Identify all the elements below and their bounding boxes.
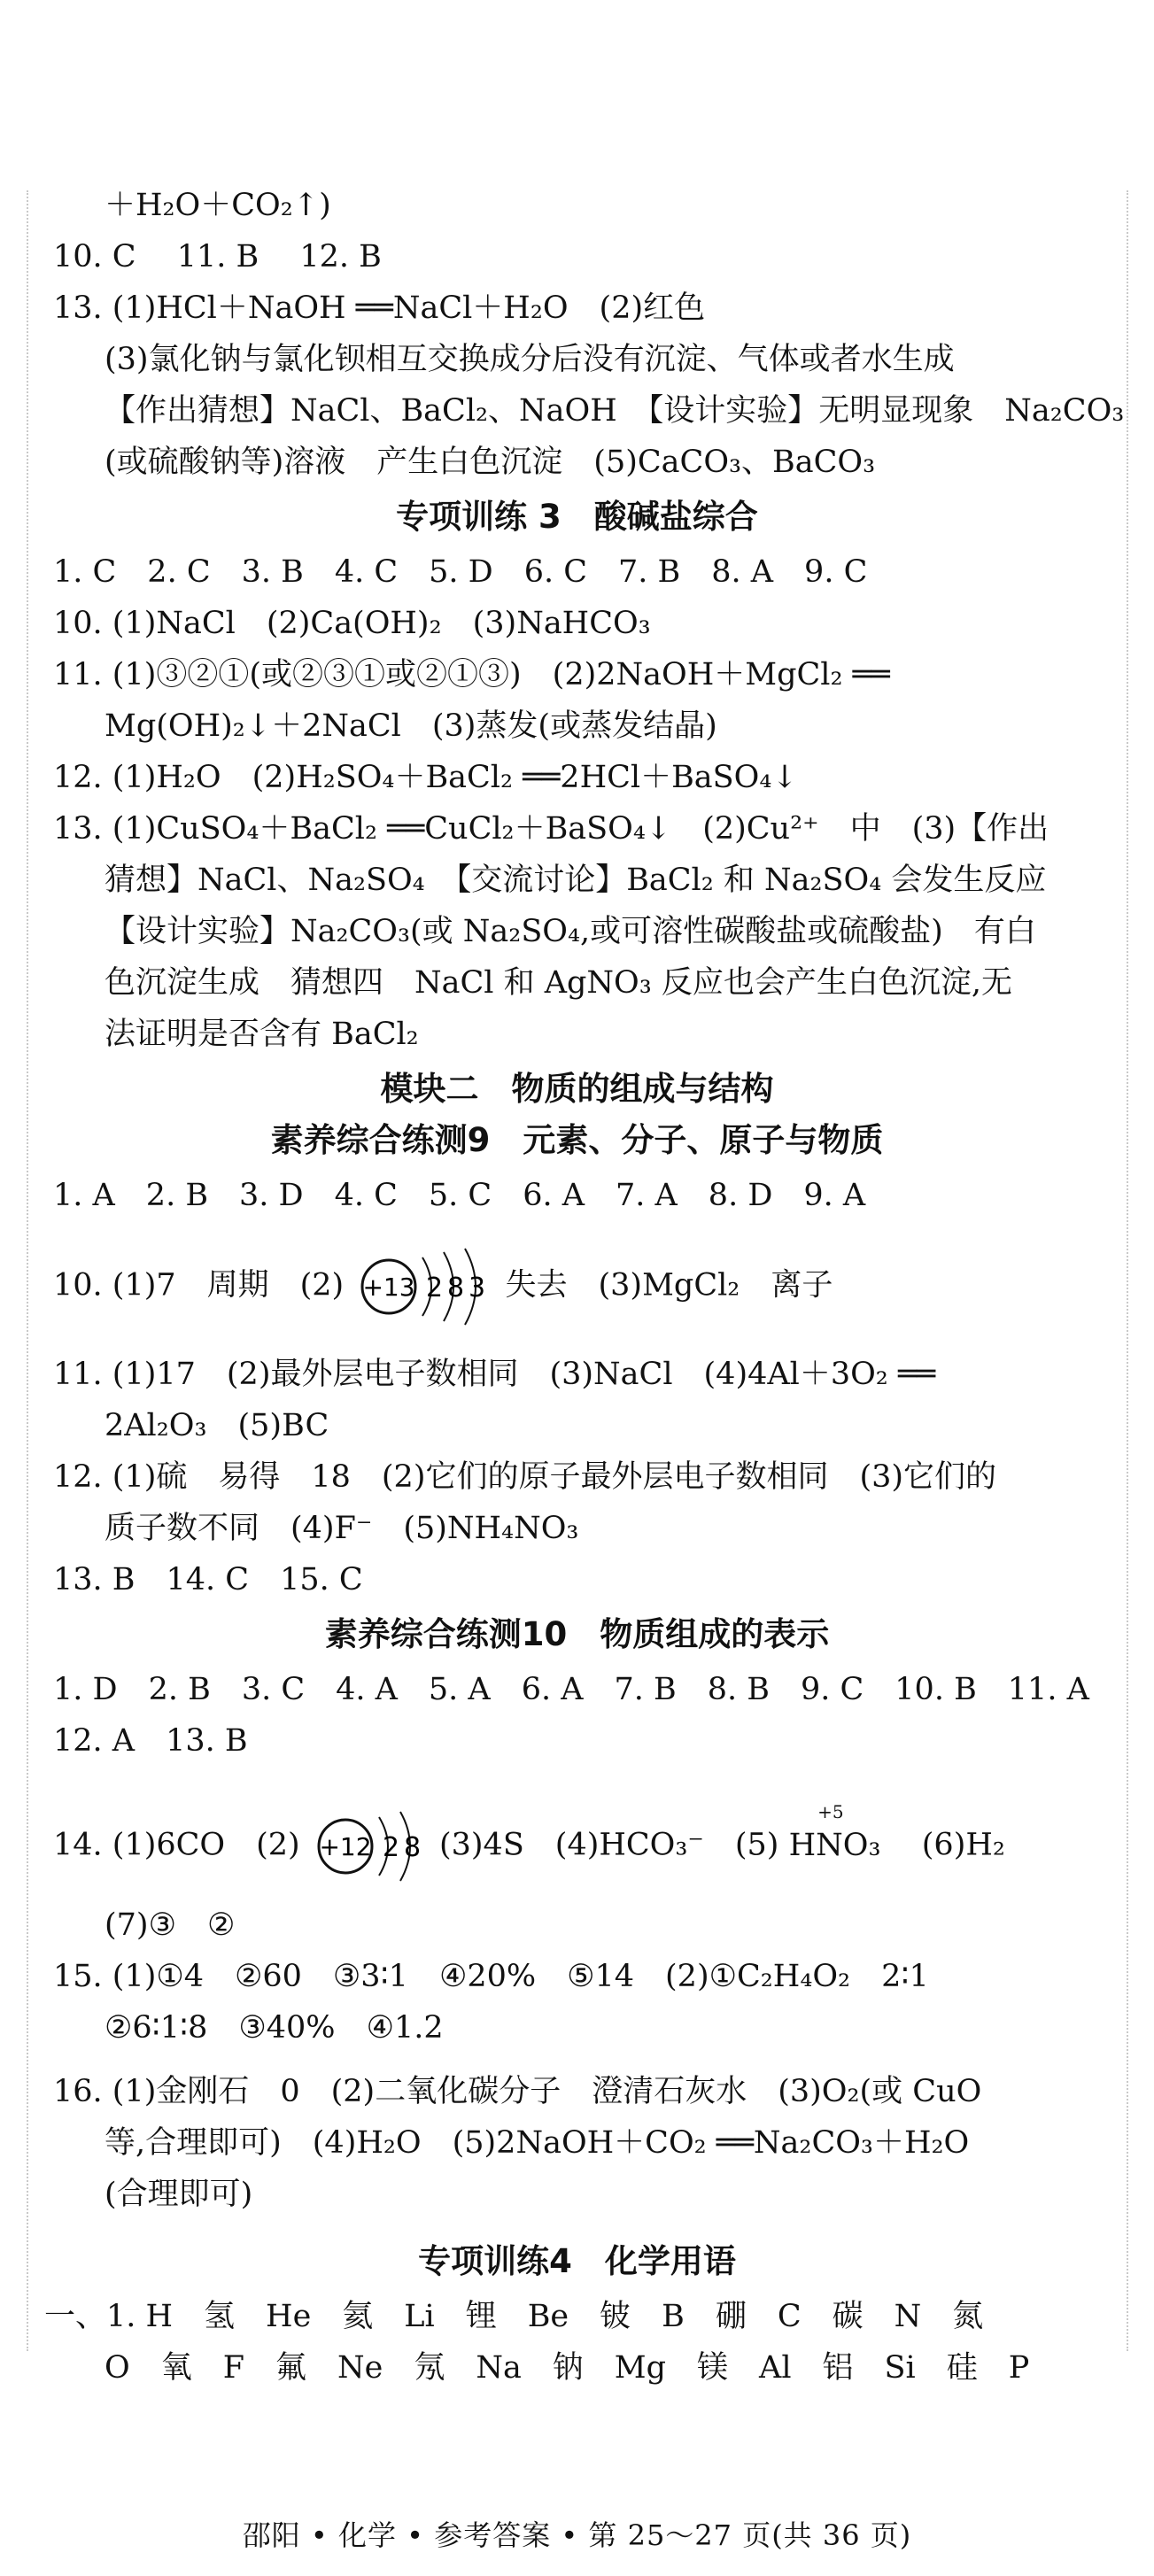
answer-line: ②6∶1∶8 ③40% ④1.2 — [105, 2010, 444, 2046]
aluminum-atom-diagram — [353, 1247, 495, 1327]
answer-line: 11. (1)17 (2)最外层电子数相同 (3)NaCl (4)4Al＋3O₂ ══ — [53, 1357, 936, 1392]
answer-line: 【设计实验】Na₂CO₃(或 Na₂SO₄,或可溶性碳酸盐或硫酸盐) 有白 — [105, 914, 1036, 949]
answer-line: 【作出猜想】NaCl、BaCl₂、NaOH 【设计实验】无明显现象 Na₂CO₃ — [105, 393, 1125, 429]
answer-line: 12. (1)硫 易得 18 (2)它们的原子最外层电子数相同 (3)它们的 — [53, 1459, 997, 1495]
answer-line: 法证明是否含有 BaCl₂ — [105, 1017, 419, 1052]
q10-prefix: 10. (1)7 周期 (2) — [53, 1267, 345, 1303]
answer-line: Mg(OH)₂↓＋2NaCl (3)蒸发(或蒸发结晶) — [105, 708, 717, 744]
answer-line: 13. (1)CuSO₄＋BaCl₂ ══CuCl₂＋BaSO₄↓ (2)Cu²⁺ 中 (3)【作出 — [53, 811, 1049, 847]
hno3-o: O₃ — [842, 1827, 881, 1863]
answer-line: 12. (1)H₂O (2)H₂SO₄＋BaCl₂ ══2HCl＋BaSO₄↓ — [53, 760, 798, 795]
answer-line: 质子数不同 (4)F⁻ (5)NH₄NO₃ — [105, 1511, 579, 1546]
q14-suffix: (6)H₂ — [921, 1827, 1005, 1863]
answer-line: (7)③ ② — [105, 1907, 236, 1943]
answer-line: 15. (1)①4 ②60 ③3∶1 ④20% ⑤14 (2)①C₂H₄O₂ 2∶1 — [53, 1959, 929, 1994]
shell-electron-count: 8 — [447, 1273, 465, 1303]
valence-mark: +5 — [817, 1800, 844, 1822]
answer-line: 2Al₂O₃ (5)BC — [105, 1408, 329, 1443]
answer-line: 10. C 11. B 12. B — [53, 239, 382, 275]
answer-line: 16. (1)金刚石 0 (2)二氧化碳分子 澄清石灰水 (3)O₂(或 CuO — [53, 2074, 982, 2109]
answer-line: 色沉淀生成 猜想四 NaCl 和 AgNO₃ 反应也会产生白色沉淀,无 — [105, 965, 1012, 1001]
hno3-with-valence — [788, 1800, 881, 1868]
answer-line: 10. (1)NaCl (2)Ca(OH)₂ (3)NaHCO₃ — [53, 606, 651, 641]
nucleus-charge: +12 — [319, 1832, 372, 1861]
q14-mid: (3)4S (4)HCO₃⁻ (5) — [438, 1827, 779, 1863]
shell-electron-count: 2 — [382, 1832, 399, 1863]
hno3-n-wrap — [816, 1800, 844, 1868]
answer-line: 1. A 2. B 3. D 4. C 5. C 6. A 7. A 8. D 9. A — [53, 1178, 866, 1213]
module-heading: 模块二 物质的组成与结构 — [380, 1070, 774, 1108]
answer-line-with-atom-diagram — [53, 1800, 1119, 1886]
hno3-n: N — [816, 1827, 843, 1863]
answer-line: ＋H₂O＋CO₂↑) — [105, 188, 331, 223]
answer-line-with-atom-diagram — [53, 1247, 1119, 1327]
shell-electron-count: 3 — [469, 1273, 486, 1303]
answer-line: 13. (1)HCl＋NaOH ══NaCl＋H₂O (2)红色 — [53, 290, 706, 326]
answer-line: 13. B 14. C 15. C — [53, 1562, 363, 1597]
answer-line: 1. C 2. C 3. B 4. C 5. D 6. C 7. B 8. A 9. C — [53, 554, 868, 590]
answer-line: (合理即可) — [105, 2177, 253, 2212]
nucleus-charge: +13 — [362, 1273, 415, 1302]
answer-line: (3)氯化钠与氯化钡相互交换成分后没有沉淀、气体或者水生成 — [105, 342, 955, 377]
q10-suffix: 失去 (3)MgCl₂ 离子 — [505, 1267, 833, 1303]
magnesium-atom-diagram — [310, 1806, 430, 1886]
hno3-h: H — [788, 1827, 817, 1863]
q14-prefix: 14. (1)6CO (2) — [53, 1827, 300, 1863]
answer-line: 11. (1)③②①(或②③①或②①③) (2)2NaOH＋MgCl₂ ══ — [53, 657, 890, 692]
answer-line: 12. A 13. B — [53, 1723, 248, 1759]
shell-electron-count: 8 — [403, 1832, 421, 1863]
answer-line: O 氧 F 氟 Ne 氖 Na 钠 Mg 镁 Al 铝 Si 硅 P — [105, 2350, 1030, 2386]
answer-line: (或硫酸钠等)溶液 产生白色沉淀 (5)CaCO₃、BaCO₃ — [105, 445, 876, 480]
answer-line: 猜想】NaCl、Na₂SO₄ 【交流讨论】BaCl₂ 和 Na₂SO₄ 会发生反应 — [105, 863, 1047, 898]
answer-line: 1. D 2. B 3. C 4. A 5. A 6. A 7. B 8. B 9. C 10. B 11. A — [53, 1672, 1089, 1707]
section-heading: 素养综合练测9 元素、分子、原子与物质 — [270, 1121, 884, 1159]
section-heading: 专项训练 3 酸碱盐综合 — [396, 498, 758, 536]
answer-line: 一、1. H 氢 He 氦 Li 锂 Be 铍 B 硼 C 碳 N 氮 — [44, 2299, 984, 2334]
section-heading: 素养综合练测10 物质组成的表示 — [324, 1615, 830, 1653]
shell-electron-count: 2 — [426, 1273, 444, 1303]
answer-line: 等,合理即可) (4)H₂O (5)2NaOH＋CO₂ ══Na₂CO₃＋H₂O — [105, 2125, 970, 2161]
section-heading: 专项训练4 化学用语 — [418, 2242, 736, 2280]
page-footer: 邵阳 • 化学 • 参考答案 • 第 25～27 页(共 36 页) — [242, 2518, 912, 2552]
